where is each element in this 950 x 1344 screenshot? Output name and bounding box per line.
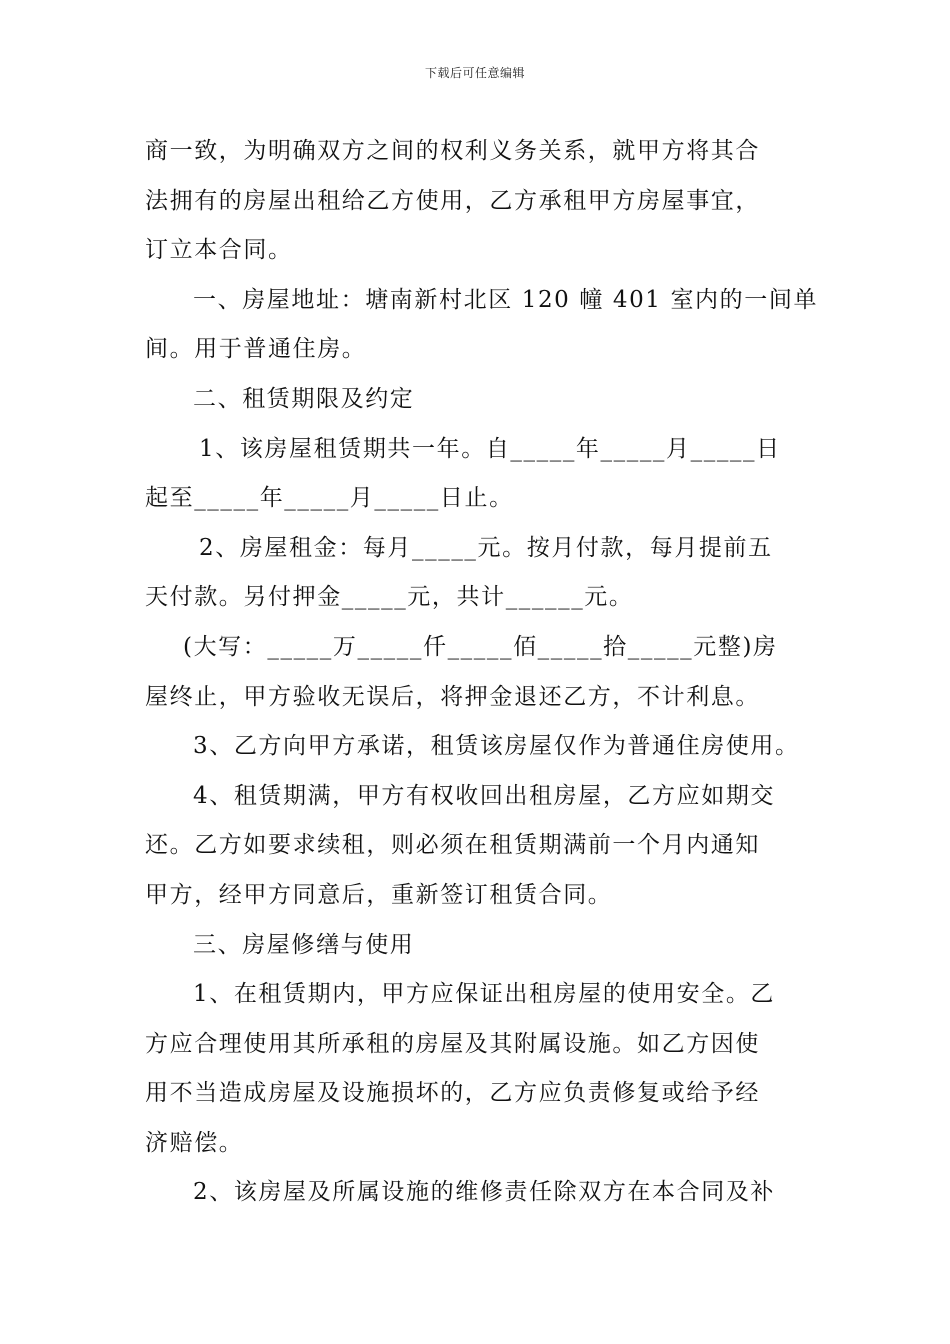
section-heading-repair-use: 三、房屋修缮与使用: [193, 931, 415, 958]
clause-lease-period: 1、该房屋租赁期共一年。自_____年_____月_____日: [199, 435, 781, 462]
clause-deposit-amount: (大写：_____万_____仟_____佰_____拾_____元整)房: [183, 633, 778, 660]
text-line: 商一致，为明确双方之间的权利义务关系，就甲方将其合: [145, 138, 760, 164]
text-line: 方应合理使用其所承租的房屋及其附属设施。如乙方因使: [145, 1030, 760, 1057]
text-line: 间。用于普通住房。: [145, 336, 367, 363]
text-line: 订立本合同。: [145, 237, 293, 264]
text-line: 还。乙方如要求续租，则必须在租赁期满前一个月内通知: [145, 832, 760, 859]
section-house-address: 一、房屋地址：塘南新村北区 120 幢 401 室内的一间单: [193, 286, 819, 313]
clause-residential-use: 3、乙方向甲方承诺，租赁该房屋仅作为普通住房使用。: [193, 733, 800, 760]
text-line: 法拥有的房屋出租给乙方使用，乙方承租甲方房屋事宜，: [145, 187, 760, 214]
text-line: 济赔偿。: [145, 1129, 244, 1156]
section-heading-lease-term: 二、租赁期限及约定: [193, 385, 415, 412]
clause-rent: 2、房屋租金：每月_____元。按月付款，每月提前五: [199, 534, 773, 561]
text-line: 天付款。另付押金_____元，共计______元。: [145, 584, 634, 611]
text-line: 甲方，经甲方同意后，重新签订租赁合同。: [145, 881, 613, 908]
clause-maintenance: 2、该房屋及所属设施的维修责任除双方在本合同及补: [193, 1179, 776, 1206]
text-line: 起至_____年_____月_____日止。: [145, 485, 514, 512]
page-header: 下载后可任意编辑: [424, 66, 525, 80]
contract-body: [145, 127, 819, 1218]
text-line: 用不当造成房屋及设施损坏的，乙方应负责修复或给予经: [145, 1080, 760, 1107]
clause-lease-expiry: 4、租赁期满，甲方有权收回出租房屋，乙方应如期交: [193, 782, 776, 809]
text-line: 屋终止，甲方验收无误后，将押金退还乙方，不计利息。: [145, 683, 760, 710]
clause-safety: 1、在租赁期内，甲方应保证出租房屋的使用安全。乙: [193, 981, 776, 1008]
